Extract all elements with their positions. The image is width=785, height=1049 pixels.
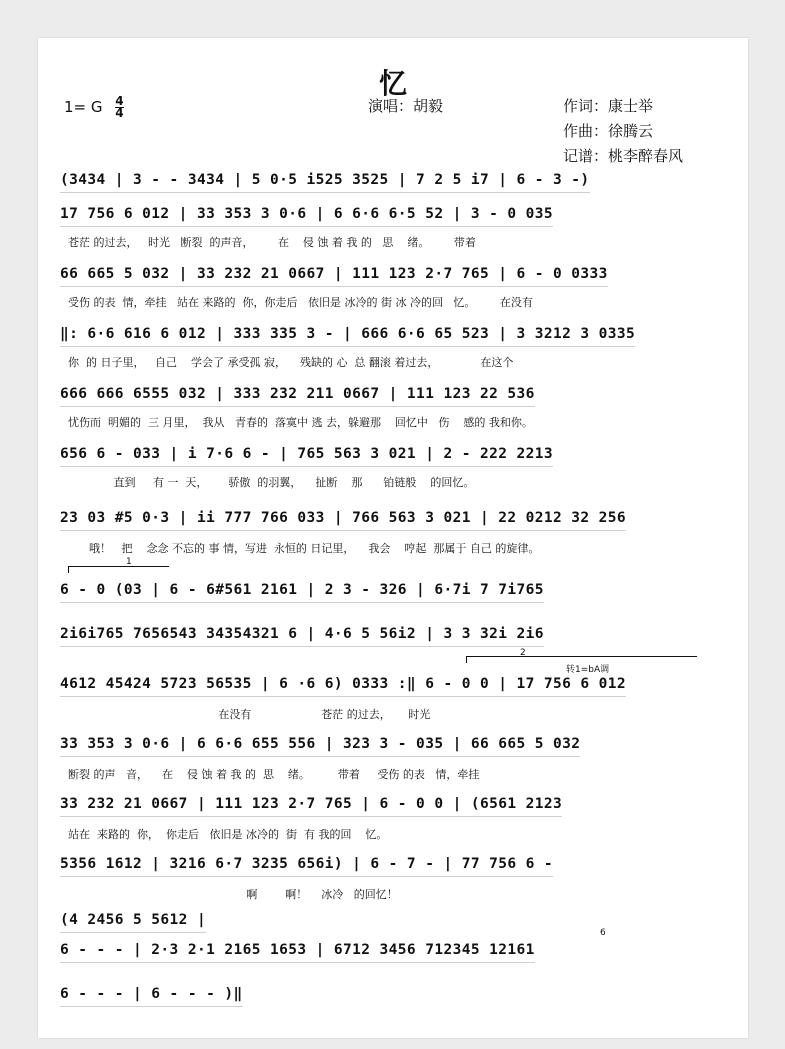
- notation-row-11: 33 353 3 0·6 | 6 6·6 655 556 | 323 3 - 035 | 66 665 5 032: [60, 736, 581, 752]
- lyric-row-5: 忧伤而 明媚的 三 月里， 我从 青春的 落寞中 逃 去，躲避那 回忆中 伤 感的 我和你。: [68, 416, 533, 429]
- volta-bracket-1: [68, 566, 169, 573]
- lyric-row-2: 苍茫 的过去， 时光 断裂 的声音， 在 侵 蚀 着 我 的 思 绪。 带着: [68, 236, 476, 249]
- singer-credit: 演唱：胡毅: [368, 97, 444, 115]
- song-title: 忆: [378, 67, 407, 100]
- notation-row-13: 5356 1612 | 3216 6·7 3235 656i) | 6 - 7 - | 77 756 6 -: [60, 856, 554, 872]
- notation-row-5: 666 666 6555 032 | 333 232 211 0667 | 111 123 22 536: [60, 386, 535, 402]
- lyric-row-3: 受伤 的表 情，牵挂 站在 来路的 你，你走后 依旧是 冰冷的 街 冰 冷的回 忆。 在没有: [68, 296, 533, 309]
- notation-row-7: 23 03 #5 0·3 | ii 777 766 033 | 766 563 3 021 | 22 0212 32 256: [60, 510, 627, 526]
- composer-credit: 作曲：徐腾云: [563, 122, 654, 140]
- notation-row-8: 6 - 0 (03 | 6 - 6#561 2161 | 2 3 - 326 | 6·7i 7 7i765: [60, 582, 544, 598]
- tuplet-mark: 6: [600, 928, 606, 938]
- score-sheet: [38, 38, 748, 1038]
- key-signature: [64, 96, 124, 119]
- key-label: 1= G: [64, 98, 103, 116]
- meter-top: 4: [115, 94, 124, 108]
- volta-label-2: 2: [520, 648, 526, 658]
- notation-row-10: 4612 45424 5723 56535 | 6 ·6 6) 0333 :‖ 6 - 0 0 | 17 756 6 012: [60, 676, 627, 692]
- notation-row-4: ‖: 6·6 616 6 012 | 333 335 3 - | 666 6·6 65 523 | 3 3212 3 0335: [60, 326, 636, 342]
- lyricist-credit: 作词：康士举: [563, 97, 654, 115]
- lyric-row-6: 直到 有 一 天， 骄傲 的羽翼， 扯断 那 铂链般 的回忆。: [68, 476, 475, 489]
- lyric-row-4: 你 的 日子里， 自己 学会了 承受孤 寂， 残缺的 心 总 翻滚 着过去， 在这个: [68, 356, 514, 369]
- notation-row-2: 17 756 6 012 | 33 353 3 0·6 | 6 6·6 6·5 52 | 3 - 0 035: [60, 206, 554, 222]
- modulation-mark: 转1=bA调: [566, 665, 610, 675]
- notation-row-14: (4 2456 5 5612 |: [60, 912, 207, 928]
- transcriber-credit: 记谱：桃李醉春风: [563, 147, 684, 165]
- notation-row-3: 66 665 5 032 | 33 232 21 0667 | 111 123 2·7 765 | 6 - 0 0333: [60, 266, 608, 282]
- notation-row-6: 656 6 - 033 | i 7·6 6 - | 765 563 3 021 | 2 - 222 2213: [60, 446, 554, 462]
- lyric-row-7: 哦！ 把 念念 不忘的 事 情，写进 永恒的 日记里， 我会 哼起 那属于 自己 的旋律。: [68, 542, 540, 555]
- meter-bottom: 4: [115, 106, 124, 120]
- notation-row-12: 33 232 21 0667 | 111 123 2·7 765 | 6 - 0 0 | (6561 2123: [60, 796, 563, 812]
- volta-label-1: 1: [126, 557, 132, 567]
- lyric-row-13: 啊 啊！ 冰冷 的回忆！: [68, 888, 398, 901]
- lyric-row-10: 在没有 苍茫 的过去， 时光: [68, 708, 431, 721]
- notation-row-16: 6 - - - | 6 - - - )‖: [60, 986, 243, 1002]
- notation-row-15: 6 - - - | 2·3 2·1 2165 1653 | 6712 3456 712345 12161: [60, 942, 535, 958]
- time-signature: [115, 96, 123, 119]
- notation-row-1: (3434 | 3 - - 3434 | 5 0·5 i525 3525 | 7 2 5 i7 | 6 - 3 -): [60, 172, 590, 188]
- notation-row-9: 2i6i765 7656543 34354321 6 | 4·6 5 56i2 | 3 3 32i 2i6: [60, 626, 544, 642]
- lyric-row-11: 断裂 的声 音， 在 侵 蚀 着 我 的 思 绪。 带着 受伤 的表 情，牵挂: [68, 768, 480, 781]
- lyric-row-12: 站在 来路的 你， 你走后 依旧是 冰冷的 街 有 我的回 忆。: [68, 828, 388, 841]
